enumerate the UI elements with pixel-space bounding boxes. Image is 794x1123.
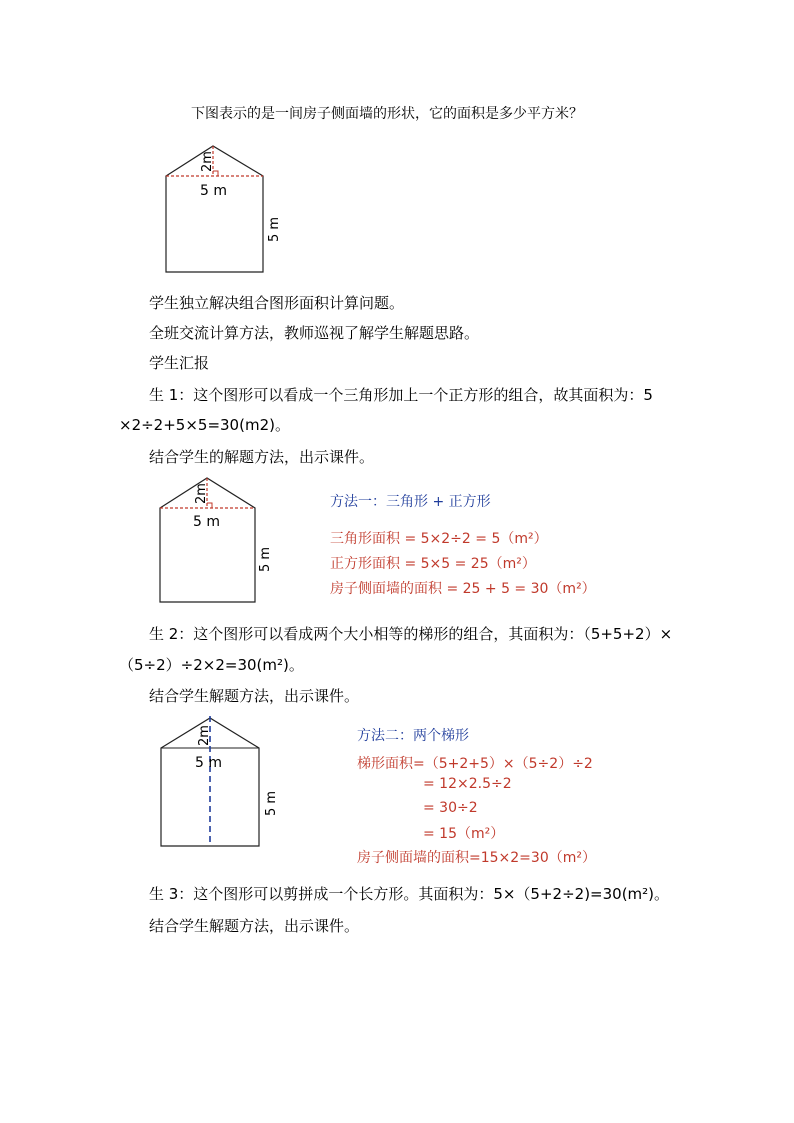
house-figure-3	[157, 712, 297, 852]
method1-line1: 三角形面积 = 5×2÷2 = 5（m²）	[330, 531, 548, 547]
method2-line4: = 15（m²）	[423, 826, 505, 842]
paragraph-exchange: 全班交流计算方法，教师巡视了解学生解题思路。	[149, 324, 480, 342]
house-figure-1	[160, 140, 290, 275]
base-label: 5 m	[200, 183, 227, 199]
method2-title: 方法二：两个梯形	[357, 728, 469, 744]
paragraph-independent: 学生独立解决组合图形面积计算问题。	[149, 294, 405, 312]
house-figure-2	[155, 472, 285, 607]
side-label: 5 m	[258, 546, 273, 572]
triangle-height-label: 2m	[194, 483, 209, 504]
student1-line1: 生 1：这个图形可以看成一个三角形加上一个正方形的组合，故其面积为：5	[149, 386, 653, 404]
triangle-height-label: 2m	[197, 725, 212, 746]
student2-line2: （5÷2）÷2×2=30(m²)。	[119, 656, 304, 674]
paragraph-show-2: 结合学生解题方法，出示课件。	[149, 687, 360, 705]
method2-line2: = 12×2.5÷2	[423, 776, 512, 792]
side-label: 5 m	[267, 216, 282, 242]
base-label: 5 m	[195, 755, 222, 771]
paragraph-show-1: 结合学生的解题方法，出示课件。	[149, 448, 375, 466]
method1-line2: 正方形面积 = 5×5 = 25（m²）	[330, 556, 536, 572]
student2-line1: 生 2：这个图形可以看成两个大小相等的梯形的组合，其面积为：（5+5+2）×	[149, 625, 673, 643]
student3-text: 生 3：这个图形可以剪拼成一个长方形。其面积为：5×（5+2÷2)=30(m²)。	[149, 885, 670, 903]
side-label: 5 m	[264, 790, 279, 816]
method2-line3: = 30÷2	[423, 800, 478, 816]
method2-line1: 梯形面积=（5+2+5）×（5÷2）÷2	[357, 756, 593, 772]
triangle-height-label: 2m	[200, 151, 215, 172]
paragraph-show-3: 结合学生解题方法，出示课件。	[149, 917, 360, 935]
method1-title: 方法一：三角形 + 正方形	[330, 494, 491, 510]
method1-line3: 房子侧面墙的面积 = 25 + 5 = 30（m²）	[330, 581, 596, 597]
student1-line2: ×2÷2+5×5=30(m2)。	[119, 416, 290, 434]
question-text: 下图表示的是一间房子侧面墙的形状，它的面积是多少平方米？	[191, 106, 583, 122]
base-label: 5 m	[193, 514, 220, 530]
paragraph-report: 学生汇报	[149, 354, 210, 372]
method2-line5: 房子侧面墙的面积=15×2=30（m²）	[357, 850, 596, 866]
